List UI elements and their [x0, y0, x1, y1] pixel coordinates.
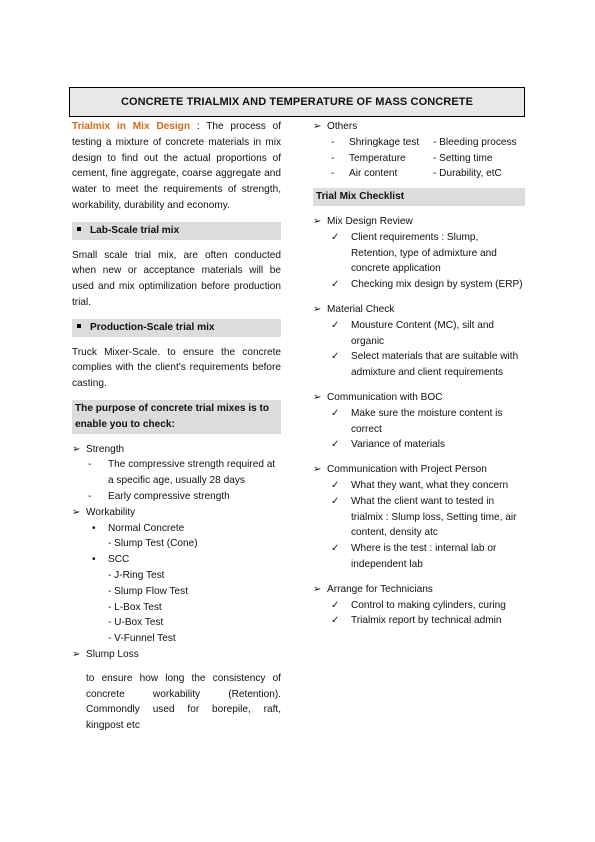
others-item: - Bleeding process — [433, 136, 517, 148]
check-item-text: What they want, what they concern — [351, 479, 509, 491]
checkmark-icon: ✓ — [331, 439, 340, 451]
list-item-workability — [72, 505, 281, 521]
check-item — [313, 318, 525, 350]
arrow-bullet-icon: ➢ — [72, 443, 81, 455]
check-item — [313, 613, 525, 629]
check-item — [313, 478, 525, 494]
page-title-text: CONCRETE TRIALMIX AND TEMPERATURE OF MASS CONCRETE — [120, 96, 474, 108]
check-item-text: Checking mix design by system (ERP) — [351, 279, 523, 291]
list-item-mix-design-review — [313, 214, 525, 230]
dash-bullet-icon: - — [331, 136, 335, 148]
checklist-heading: Trial Mix Checklist — [313, 188, 525, 206]
others-row — [313, 151, 525, 167]
check-item-text: What the client want to tested in trialmix : Slump loss, Setting time, air content, density atc — [351, 495, 517, 539]
lab-scale-heading — [72, 222, 281, 240]
dash-bullet-icon: - — [331, 168, 335, 180]
purpose-heading: The purpose of concrete trial mixes is to enable you to check: — [72, 400, 281, 434]
strength-item: The compressive strength required at a specific age, usually 28 days — [108, 459, 276, 487]
arrow-bullet-icon: ➢ — [313, 215, 322, 227]
list-item — [72, 457, 281, 489]
list-item-slump-loss — [72, 647, 281, 663]
others-item: Air content — [349, 168, 398, 180]
others-item: - Durability, etC — [433, 168, 502, 180]
checkmark-icon: ✓ — [331, 407, 340, 419]
project-label: Communication with Project Person — [327, 464, 487, 476]
intro-text: : The process of testing a mixture of concrete materials in mix design to find out the actual proportions of cement, fine aggregate, coarse aggregate and water to meet the requirements of strength, workability, durability and economy. — [72, 121, 282, 211]
list-item-material-check — [313, 302, 525, 318]
check-item-text: Variance of materials — [351, 439, 446, 451]
production-scale-heading — [72, 319, 281, 337]
checkmark-icon: ✓ — [331, 615, 340, 627]
checkmark-icon: ✓ — [331, 479, 340, 491]
arrow-bullet-icon: ➢ — [313, 391, 322, 403]
checkmark-icon: ✓ — [331, 351, 340, 363]
square-bullet-icon — [77, 324, 81, 328]
intro-paragraph — [72, 119, 281, 214]
list-item-technicians — [313, 582, 525, 598]
test-item: - J-Ring Test — [108, 569, 165, 581]
check-item — [313, 230, 525, 277]
dash-bullet-icon: - — [331, 152, 335, 164]
intro-term: Trialmix in Mix Design — [72, 121, 191, 132]
check-item — [313, 277, 525, 293]
check-item — [313, 494, 525, 541]
strength-item: Early compressive strength — [108, 490, 230, 502]
others-row — [313, 135, 525, 151]
scc-label: SCC — [108, 554, 130, 566]
check-item — [313, 406, 525, 438]
others-label: Others — [327, 121, 358, 132]
production-scale-text: Truck Mixer-Scale. to ensure the concrete complies with the client's requirements before casting. — [72, 346, 281, 390]
test-item: - Slump Flow Test — [108, 585, 189, 597]
others-item: Temperature — [349, 152, 406, 164]
arrow-bullet-icon: ➢ — [313, 121, 322, 132]
check-item-text: Control to making cylinders, curing — [351, 599, 506, 611]
check-item-text: Mousture Content (MC), silt and organic — [351, 319, 495, 347]
check-item — [313, 437, 525, 453]
right-column — [313, 119, 525, 629]
left-column — [72, 119, 281, 734]
check-item — [313, 598, 525, 614]
arrow-bullet-icon: ➢ — [313, 583, 322, 595]
test-item: - Slump Test (Cone) — [108, 538, 198, 550]
others-item: - Setting time — [433, 152, 493, 164]
production-scale-heading-text: Production-Scale trial mix — [90, 321, 215, 333]
lab-scale-heading-text: Lab-Scale trial mix — [90, 224, 180, 236]
slump-loss-label: Slump Loss — [86, 648, 139, 660]
square-bullet-icon — [77, 227, 81, 231]
slump-loss-text: to ensure how long the consistency of concrete workability (Retention). Commondly used for borepile, raft, kingpost etc — [86, 672, 281, 732]
checkmark-icon: ✓ — [331, 279, 340, 291]
check-item-text: Client requirements : Slump, Retention, type of admixture and concrete application — [351, 231, 497, 275]
normal-concrete-label: Normal Concrete — [108, 522, 185, 534]
others-row — [313, 166, 525, 182]
arrow-bullet-icon: ➢ — [313, 464, 322, 476]
check-item-text: Where is the test : internal lab or independent lab — [351, 543, 497, 570]
list-item — [72, 489, 281, 505]
list-item — [72, 521, 281, 537]
strength-label: Strength — [86, 443, 125, 455]
check-item-text: Trialmix report by technical admin — [351, 615, 502, 627]
list-item — [72, 552, 281, 568]
check-item — [313, 541, 525, 573]
check-item-text: Make sure the moisture content is correct — [351, 407, 503, 435]
checkmark-icon: ✓ — [331, 319, 340, 331]
checkmark-icon: ✓ — [331, 231, 340, 243]
test-item: - U-Box Test — [108, 617, 164, 629]
checkmark-icon: ✓ — [331, 495, 340, 507]
lab-scale-text: Small scale trial mix, are often conducted when new or acceptance materials will be used and mix optimilization before production trial. — [72, 249, 281, 308]
check-item-text: Select materials that are suitable with admixture and client requirements — [351, 351, 519, 379]
page-title — [69, 87, 525, 117]
dot-bullet-icon: • — [92, 554, 96, 566]
others-item: Shringkage test — [349, 136, 420, 148]
list-item-communication-boc — [313, 390, 525, 406]
list-item-others — [313, 119, 525, 135]
list-item-strength — [72, 442, 281, 458]
arrow-bullet-icon: ➢ — [313, 303, 322, 315]
check-item — [313, 349, 525, 381]
arrow-bullet-icon: ➢ — [72, 506, 81, 518]
list-item-communication-project — [313, 462, 525, 478]
checkmark-icon: ✓ — [331, 543, 340, 555]
technicians-label: Arrange for Technicians — [327, 583, 433, 595]
checkmark-icon: ✓ — [331, 599, 340, 611]
test-item: - L-Box Test — [108, 601, 162, 613]
material-check-label: Material Check — [327, 303, 395, 315]
dash-bullet-icon: - — [88, 459, 92, 471]
test-item: - V-Funnel Test — [108, 633, 176, 645]
mix-review-label: Mix Design Review — [327, 215, 413, 227]
arrow-bullet-icon: ➢ — [72, 648, 81, 660]
boc-label: Communication with BOC — [327, 391, 443, 403]
dot-bullet-icon: • — [92, 522, 96, 534]
workability-label: Workability — [86, 506, 136, 518]
dash-bullet-icon: - — [88, 490, 92, 502]
